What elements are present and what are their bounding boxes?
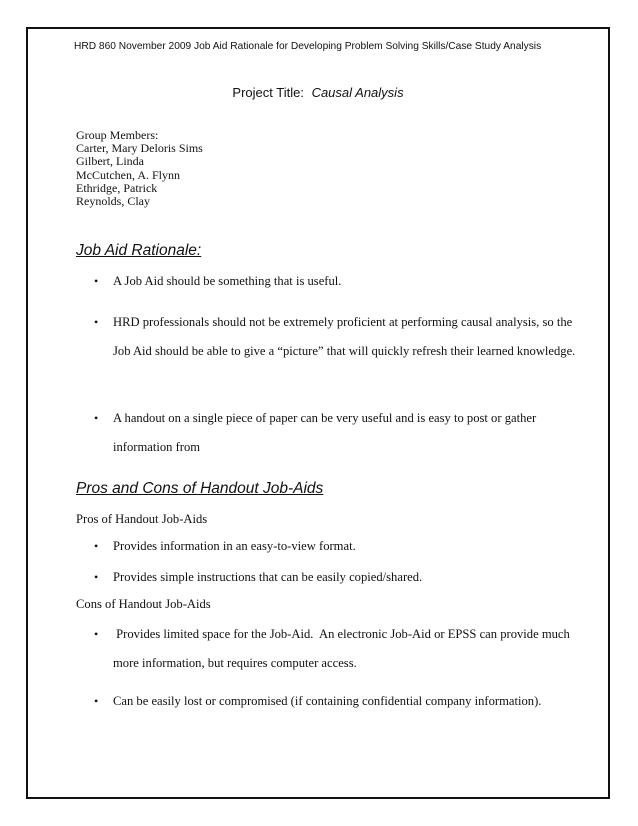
bullet-glyph: • xyxy=(94,570,99,584)
pros-bullet xyxy=(94,532,584,561)
group-members-heading: Group Members: xyxy=(76,128,159,142)
group-member: Gilbert, Linda xyxy=(76,154,144,169)
project-title xyxy=(28,85,608,100)
group-member: Carter, Mary Deloris Sims xyxy=(76,141,203,156)
cons-bullet xyxy=(94,620,584,677)
bullet-glyph: • xyxy=(94,315,99,329)
bullet-text: Provides information in an easy-to-view format. xyxy=(113,539,356,553)
group-members xyxy=(76,129,203,208)
bullet-glyph: • xyxy=(94,539,99,553)
project-title-value: Causal Analysis xyxy=(311,85,404,100)
bullet-text: Provides limited space for the Job-Aid. An electronic Job-Aid or EPSS can provide much more information, but requires computer access. xyxy=(113,627,573,670)
bullet-glyph: • xyxy=(94,627,99,641)
bullet-text: Can be easily lost or compromised (if containing confidential company information). xyxy=(113,694,542,708)
bullet-glyph: • xyxy=(94,694,99,708)
page-header: HRD 860 November 2009 Job Aid Rationale for Developing Problem Solving Skills/Case Study Analysis xyxy=(74,41,542,52)
bullet-text: HRD professionals should not be extremely proficient at performing causal analysis, so the Job Aid should be able to give a “picture” that will quickly refresh their learned knowledge. xyxy=(113,315,576,358)
project-title-label: Project Title: xyxy=(232,85,304,100)
bullet-glyph: • xyxy=(94,274,99,288)
group-member: Reynolds, Clay xyxy=(76,194,150,209)
group-member: McCutchen, A. Flynn xyxy=(76,167,180,182)
bullet-text: A Job Aid should be something that is useful. xyxy=(113,274,342,288)
rationale-bullet xyxy=(94,404,584,461)
document-page xyxy=(26,27,610,799)
bullet-text: A handout on a single piece of paper can be very useful and is easy to post or gather information from xyxy=(113,411,537,454)
rationale-bullet xyxy=(94,308,584,365)
rationale-bullet xyxy=(94,267,584,296)
pros-label: Pros of Handout Job-Aids xyxy=(76,512,208,526)
cons-bullet xyxy=(94,687,584,716)
bullet-glyph: • xyxy=(94,411,99,425)
cons-label: Cons of Handout Job-Aids xyxy=(76,597,211,611)
rationale-heading: Job Aid Rationale: xyxy=(76,242,202,259)
group-member: Ethridge, Patrick xyxy=(76,180,158,195)
bullet-text: Provides simple instructions that can be easily copied/shared. xyxy=(113,570,423,584)
pros-cons-heading: Pros and Cons of Handout Job-Aids xyxy=(76,480,324,497)
pros-bullet xyxy=(94,563,584,592)
